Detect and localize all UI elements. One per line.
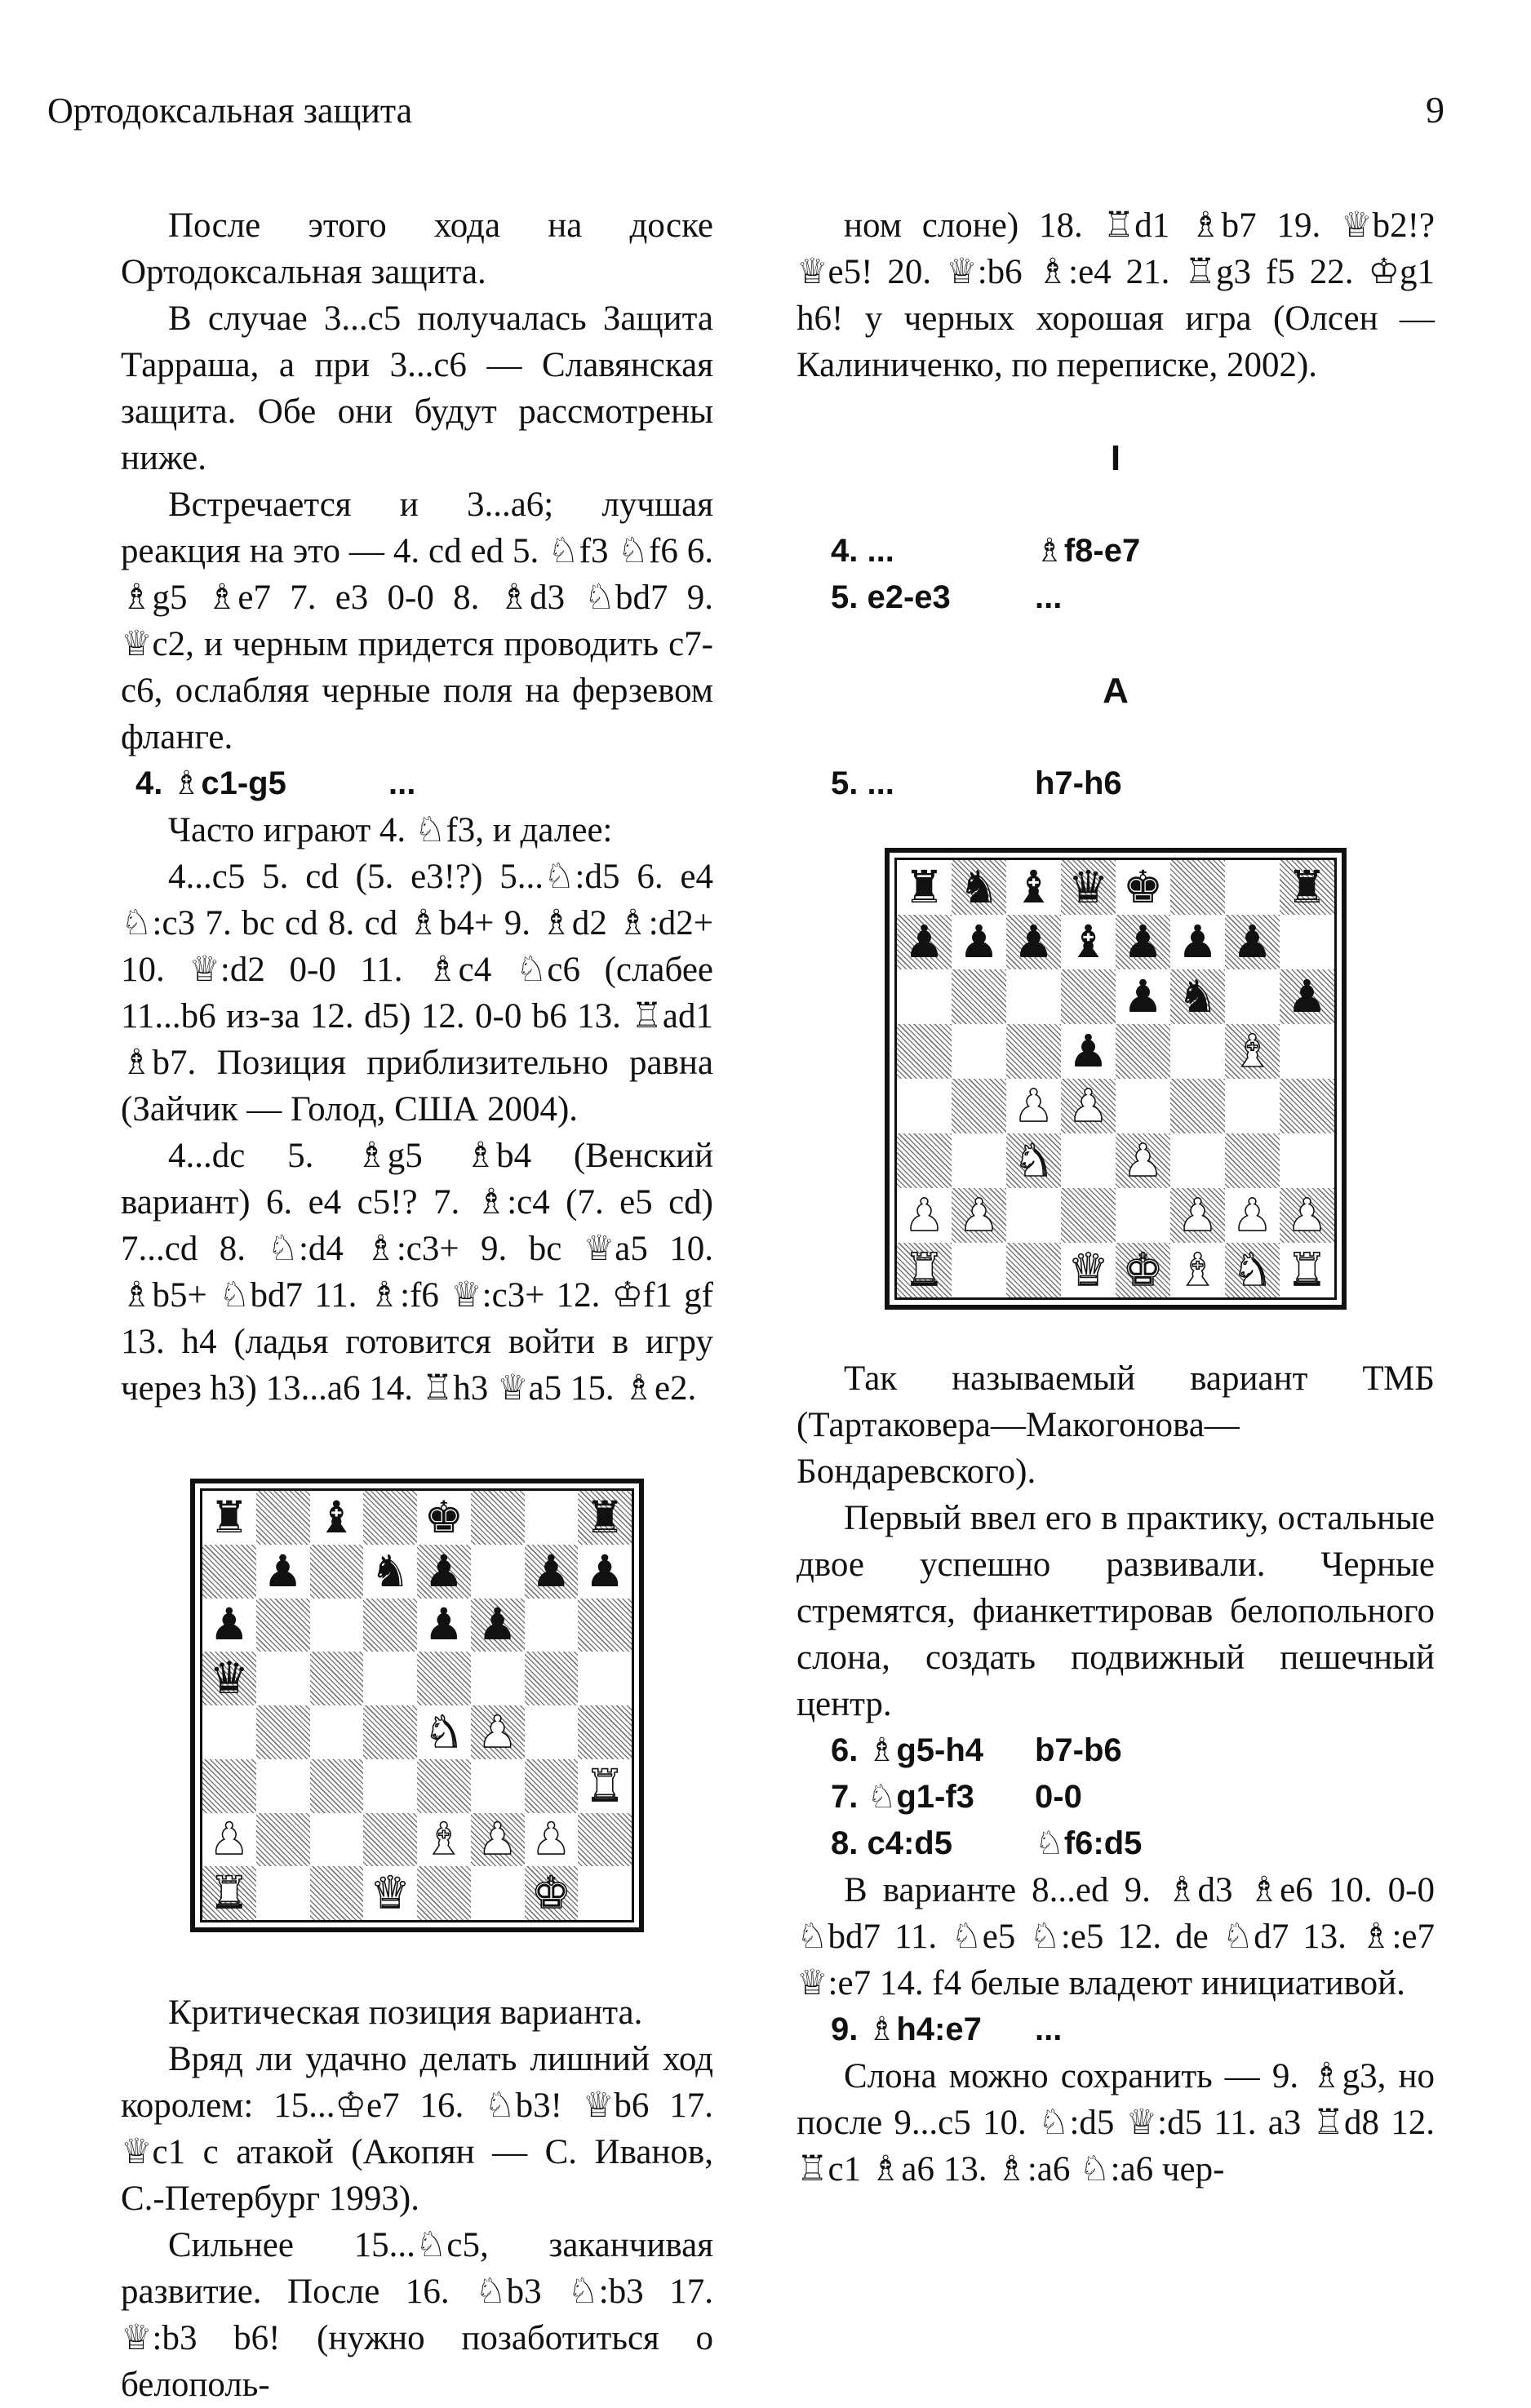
move-line — [797, 761, 1435, 807]
black-pawn-icon: ♟ — [903, 916, 945, 968]
move-line — [797, 2007, 1435, 2053]
board-square — [525, 1652, 579, 1705]
black-move: ... — [1035, 2011, 1063, 2047]
paragraph: В варианте 8...ed 9. ♗d3 ♗e6 10. 0-0 ♘bd7 11. ♘e5 ♘:e5 12. de ♘d7 13. ♗:e7 ♕:e7 14. f4 белые владеют инициативой. — [797, 1871, 1435, 2002]
board-square — [952, 860, 1006, 915]
board-square — [952, 1188, 1006, 1243]
board-square — [1061, 969, 1116, 1024]
board-square — [1061, 1024, 1116, 1079]
black-king-icon: ♚ — [1122, 861, 1164, 913]
board-square — [1280, 1188, 1334, 1243]
board-square — [256, 1652, 310, 1705]
board-square — [1170, 915, 1225, 969]
board-square — [897, 1079, 952, 1133]
board-square — [897, 915, 952, 969]
paragraph: Первый ввел его в практику, остальные двое успешно развивали. Черные стремятся, фианкеттировав белопольного слона, создать подвижный пешечный центр. — [797, 1499, 1435, 1723]
board-square — [1116, 1243, 1170, 1297]
white-pawn-icon: ♟ — [1177, 1189, 1218, 1241]
paragraph: Сильнее 15...♘c5, заканчивая развитие. После 16. ♘b3 ♘:b3 17. ♕:b3 b6! (нужно позаботиться о белополь- — [121, 2226, 713, 2404]
black-rook-icon: ♜ — [209, 1491, 250, 1543]
board-square — [1170, 1079, 1225, 1133]
board-square — [471, 1759, 525, 1813]
board-square — [525, 1759, 579, 1813]
paragraph: 4...dc 5. ♗g5 ♗b4 (Венский вариант) 6. e4 c5!? 7. ♗:c4 (7. e5 cd) 7...cd 8. ♘:d4 ♗:c3+ 9. bc ♕a5 10. ♗b5+ ♘bd7 11. ♗:f6 ♕:c3+ 12. ♔f1 gf 13. h4 (ладья готовится войти в игру через h3) 13...a6 14. ♖h3 ♕a5 15. ♗e2. — [121, 1137, 713, 1408]
black-bishop-icon: ♝ — [1067, 916, 1109, 968]
black-pawn-icon: ♟ — [1122, 916, 1164, 968]
board-square — [578, 1652, 632, 1705]
board-square — [256, 1705, 310, 1759]
board-square — [363, 1545, 417, 1599]
board-square — [1006, 860, 1061, 915]
white-pawn-icon: ♟ — [903, 1189, 945, 1241]
black-queen-icon: ♛ — [209, 1652, 250, 1705]
white-move: 7. ♘g1-f3 — [831, 1779, 974, 1815]
black-queen-icon: ♛ — [1067, 861, 1109, 913]
paragraph: Слона можно сохранить — 9. ♗g3, но после 9...c5 10. ♘:d5 ♕:d5 11. a3 ♖d8 12. ♖c1 ♗a6 13. ♗:a6 ♘:a6 чер- — [797, 2057, 1435, 2188]
running-header-title: Ортодоксальная защита — [47, 91, 413, 131]
paragraph: Часто играют 4. ♘f3, и далее: — [168, 811, 613, 849]
board-square — [1116, 1133, 1170, 1188]
board-square — [578, 1545, 632, 1599]
white-move: 8. c4:d5 — [831, 1825, 952, 1861]
white-pawn-icon: ♟ — [1067, 1080, 1109, 1132]
white-king-icon: ♚ — [531, 1867, 571, 1919]
black-pawn-icon: ♟ — [1177, 916, 1218, 968]
board-square — [363, 1491, 417, 1545]
board-square — [1225, 1243, 1280, 1297]
white-bishop-icon: ♝ — [1177, 1244, 1218, 1296]
board-square — [1280, 915, 1334, 969]
board-square — [471, 1599, 525, 1652]
board-square — [1225, 1133, 1280, 1188]
white-pawn-icon: ♟ — [958, 1189, 1000, 1241]
board-square — [952, 1079, 1006, 1133]
white-move: 5. ... — [831, 765, 894, 801]
board-square — [952, 1024, 1006, 1079]
page-number: 9 — [1426, 89, 1444, 131]
board-square — [578, 1491, 632, 1545]
black-king-icon: ♚ — [424, 1491, 464, 1543]
board-square — [897, 1024, 952, 1079]
board-square — [1225, 969, 1280, 1024]
board-square — [1116, 860, 1170, 915]
board-square — [897, 860, 952, 915]
board-square — [578, 1866, 632, 1920]
black-rook-icon: ♜ — [903, 861, 945, 913]
white-bishop-icon: ♝ — [424, 1813, 464, 1865]
white-knight-icon: ♞ — [424, 1705, 464, 1758]
board-square — [525, 1813, 579, 1867]
board-square — [897, 969, 952, 1024]
board-square — [471, 1813, 525, 1867]
board-square — [417, 1491, 471, 1545]
board-square — [1280, 1243, 1334, 1297]
white-queen-icon: ♛ — [1067, 1244, 1109, 1296]
board-square — [256, 1866, 310, 1920]
board-square — [417, 1599, 471, 1652]
board-square — [1116, 969, 1170, 1024]
white-queen-icon: ♛ — [370, 1867, 410, 1919]
board-square — [1170, 860, 1225, 915]
board-square — [310, 1759, 364, 1813]
white-pawn-icon: ♟ — [1286, 1189, 1328, 1241]
board-square — [1061, 1079, 1116, 1133]
board-square — [417, 1705, 471, 1759]
board-square — [1061, 1133, 1116, 1188]
board-square — [1006, 1188, 1061, 1243]
board-square — [1006, 915, 1061, 969]
black-move: h7-h6 — [1035, 765, 1122, 801]
board-square — [1280, 1133, 1334, 1188]
board-square — [202, 1491, 256, 1545]
white-move: 6. ♗g5-h4 — [831, 1732, 984, 1768]
right-column — [797, 202, 1435, 2193]
chessboard — [894, 858, 1337, 1300]
board-square — [897, 1243, 952, 1297]
black-pawn-icon: ♟ — [958, 916, 1000, 968]
black-pawn-icon: ♟ — [1122, 970, 1164, 1022]
paragraph: В случае 3...c5 получалась Защита Тарраша, а при 3...c6 — Славянская защита. Обе они будут рассмотрены ниже. — [121, 299, 713, 477]
white-rook-icon: ♜ — [903, 1244, 945, 1296]
black-move: b7-b6 — [1035, 1732, 1122, 1768]
move-line — [797, 528, 1435, 574]
board-square — [1170, 1188, 1225, 1243]
white-knight-icon: ♞ — [1013, 1134, 1054, 1186]
board-square — [417, 1652, 471, 1705]
board-square — [525, 1491, 579, 1545]
board-square — [578, 1759, 632, 1813]
white-rook-icon: ♜ — [584, 1759, 625, 1812]
left-column — [121, 202, 713, 2408]
white-move: 9. ♗h4:e7 — [831, 2011, 982, 2047]
board-square — [256, 1813, 310, 1867]
board-square — [1061, 915, 1116, 969]
board-square — [471, 1545, 525, 1599]
board-square — [1170, 1024, 1225, 1079]
board-square — [952, 969, 1006, 1024]
board-square — [525, 1599, 579, 1652]
board-square — [1061, 860, 1116, 915]
board-square — [363, 1813, 417, 1867]
board-square — [897, 1133, 952, 1188]
board-square — [1006, 1243, 1061, 1297]
paragraph: После этого хода на доске Ортодоксальная защита. — [121, 206, 713, 291]
white-pawn-icon: ♟ — [477, 1705, 517, 1758]
board-square — [897, 1188, 952, 1243]
board-square — [256, 1491, 310, 1545]
black-bishop-icon: ♝ — [317, 1491, 357, 1543]
board-square — [1225, 915, 1280, 969]
black-rook-icon: ♜ — [584, 1491, 625, 1543]
board-square — [471, 1866, 525, 1920]
white-move: 5. e2-e3 — [831, 579, 951, 615]
white-move: 4. ♗c1-g5 — [135, 765, 286, 801]
black-knight-icon: ♞ — [370, 1545, 410, 1597]
paragraph: Встречается и 3...a6; лучшая реакция на это — 4. cd ed 5. ♘f3 ♘f6 6. ♗g5 ♗e7 7. e3 0-0 8. ♗d3 ♘bd7 9. ♕c2, и черным придется проводить c7-c6, ослабляя черные поля на ферзевом фланге. — [121, 486, 713, 756]
black-pawn-icon: ♟ — [531, 1545, 571, 1597]
board-square — [1280, 1079, 1334, 1133]
board-square — [1280, 969, 1334, 1024]
board-square — [202, 1705, 256, 1759]
board-square — [1225, 1024, 1280, 1079]
white-pawn-icon: ♟ — [1013, 1080, 1054, 1132]
board-square — [471, 1652, 525, 1705]
black-pawn-icon: ♟ — [424, 1599, 464, 1651]
board-square — [1280, 1024, 1334, 1079]
board-square — [363, 1599, 417, 1652]
board-square — [525, 1705, 579, 1759]
board-square — [525, 1545, 579, 1599]
white-knight-icon: ♞ — [1231, 1244, 1273, 1296]
board-square — [417, 1813, 471, 1867]
board-square — [1116, 915, 1170, 969]
board-square — [310, 1866, 364, 1920]
board-square — [471, 1705, 525, 1759]
board-square — [202, 1813, 256, 1867]
board-square — [363, 1652, 417, 1705]
board-square — [310, 1491, 364, 1545]
board-square — [310, 1599, 364, 1652]
black-pawn-icon: ♟ — [1013, 916, 1054, 968]
board-square — [417, 1545, 471, 1599]
board-square — [417, 1759, 471, 1813]
board-square — [578, 1599, 632, 1652]
section-heading-letter: A — [1103, 671, 1129, 711]
board-square — [363, 1705, 417, 1759]
move-line — [797, 1820, 1435, 1867]
board-square — [952, 1133, 1006, 1188]
black-pawn-icon: ♟ — [1067, 1025, 1109, 1077]
section-heading-roman: I — [1110, 438, 1121, 478]
board-square — [1061, 1188, 1116, 1243]
board-square — [578, 1705, 632, 1759]
board-square — [1225, 1188, 1280, 1243]
board-square — [471, 1491, 525, 1545]
white-pawn-icon: ♟ — [477, 1813, 517, 1865]
black-pawn-icon: ♟ — [477, 1599, 517, 1651]
board-square — [1170, 969, 1225, 1024]
board-square — [310, 1705, 364, 1759]
black-pawn-icon: ♟ — [424, 1545, 464, 1597]
board-square — [1170, 1243, 1225, 1297]
black-rook-icon: ♜ — [1286, 861, 1328, 913]
paragraph: ном слоне) 18. ♖d1 ♗b7 19. ♕b2!? ♕e5! 20. ♕:b6 ♗:e4 21. ♖g3 f5 22. ♔g1 h6! у черных хорошая игра (Олсен — Калиниченко, по переписке, 2002). — [797, 206, 1435, 384]
chess-diagram-2 — [885, 848, 1347, 1310]
board-square — [310, 1545, 364, 1599]
paragraph: 4...c5 5. cd (5. e3!?) 5...♘:d5 6. e4 ♘:c3 7. bc cd 8. cd ♗b4+ 9. ♗d2 ♗:d2+ 10. ♕:d2 0-0 11. ♗c4 ♘c6 (слабее 11...b6 из-за 12. d5) 12. 0-0 b6 13. ♖ad1 ♗b7. Позиция приблизительно равна (Зайчик — Голод, США 2004). — [121, 858, 713, 1129]
black-move: ♘f6:d5 — [1035, 1825, 1143, 1861]
board-square — [1116, 1188, 1170, 1243]
black-move: ♗f8-e7 — [1035, 533, 1141, 569]
chessboard — [200, 1488, 634, 1922]
black-move: ... — [1035, 579, 1063, 615]
board-square — [202, 1652, 256, 1705]
board-square — [1225, 1079, 1280, 1133]
black-move: ... — [388, 765, 416, 801]
board-square — [952, 915, 1006, 969]
board-square — [202, 1866, 256, 1920]
board-square — [1006, 1024, 1061, 1079]
board-square — [1170, 1133, 1225, 1188]
board-square — [363, 1866, 417, 1920]
board-square — [525, 1866, 579, 1920]
board-square — [578, 1813, 632, 1867]
move-line-4 — [121, 761, 713, 807]
white-pawn-icon: ♟ — [531, 1813, 571, 1865]
board-square — [1116, 1024, 1170, 1079]
board-square — [256, 1545, 310, 1599]
board-square — [1006, 969, 1061, 1024]
black-pawn-icon: ♟ — [209, 1599, 250, 1651]
paragraph: Так называемый вариант ТМБ (Тартаковера—Макогонова—Бондаревского). — [797, 1359, 1435, 1491]
black-pawn-icon: ♟ — [1231, 916, 1273, 968]
board-square — [202, 1599, 256, 1652]
board-square — [1006, 1133, 1061, 1188]
chess-diagram-1 — [190, 1479, 644, 1932]
paragraph: Критическая позиция варианта. — [168, 1993, 643, 2032]
board-square — [310, 1813, 364, 1867]
board-square — [310, 1652, 364, 1705]
board-square — [1280, 860, 1334, 915]
black-knight-icon: ♞ — [1177, 970, 1218, 1022]
board-square — [952, 1243, 1006, 1297]
board-square — [363, 1759, 417, 1813]
board-square — [256, 1759, 310, 1813]
move-line — [797, 1774, 1435, 1820]
black-pawn-icon: ♟ — [584, 1545, 625, 1597]
white-bishop-icon: ♝ — [1231, 1025, 1273, 1077]
black-move: 0-0 — [1035, 1779, 1082, 1815]
board-square — [202, 1759, 256, 1813]
board-square — [1225, 860, 1280, 915]
board-square — [1061, 1243, 1116, 1297]
board-square — [1006, 1079, 1061, 1133]
move-line — [797, 574, 1435, 621]
white-move: 4. ... — [831, 533, 894, 569]
board-square — [1116, 1079, 1170, 1133]
black-knight-icon: ♞ — [958, 861, 1000, 913]
white-pawn-icon: ♟ — [1122, 1134, 1164, 1186]
black-bishop-icon: ♝ — [1013, 861, 1054, 913]
white-pawn-icon: ♟ — [1231, 1189, 1273, 1241]
white-pawn-icon: ♟ — [209, 1813, 250, 1865]
board-square — [202, 1545, 256, 1599]
black-pawn-icon: ♟ — [263, 1545, 303, 1597]
black-pawn-icon: ♟ — [1286, 970, 1328, 1022]
board-square — [417, 1866, 471, 1920]
white-king-icon: ♚ — [1122, 1244, 1164, 1296]
paragraph: Вряд ли удачно делать лишний ход королем: 15...♔e7 16. ♘b3! ♕b6 17. ♕c1 с атакой (Акопян — С. Иванов, С.-Петербург 1993). — [121, 2040, 713, 2218]
white-rook-icon: ♜ — [209, 1867, 250, 1919]
board-square — [256, 1599, 310, 1652]
move-line — [797, 1727, 1435, 1774]
white-rook-icon: ♜ — [1286, 1244, 1328, 1296]
